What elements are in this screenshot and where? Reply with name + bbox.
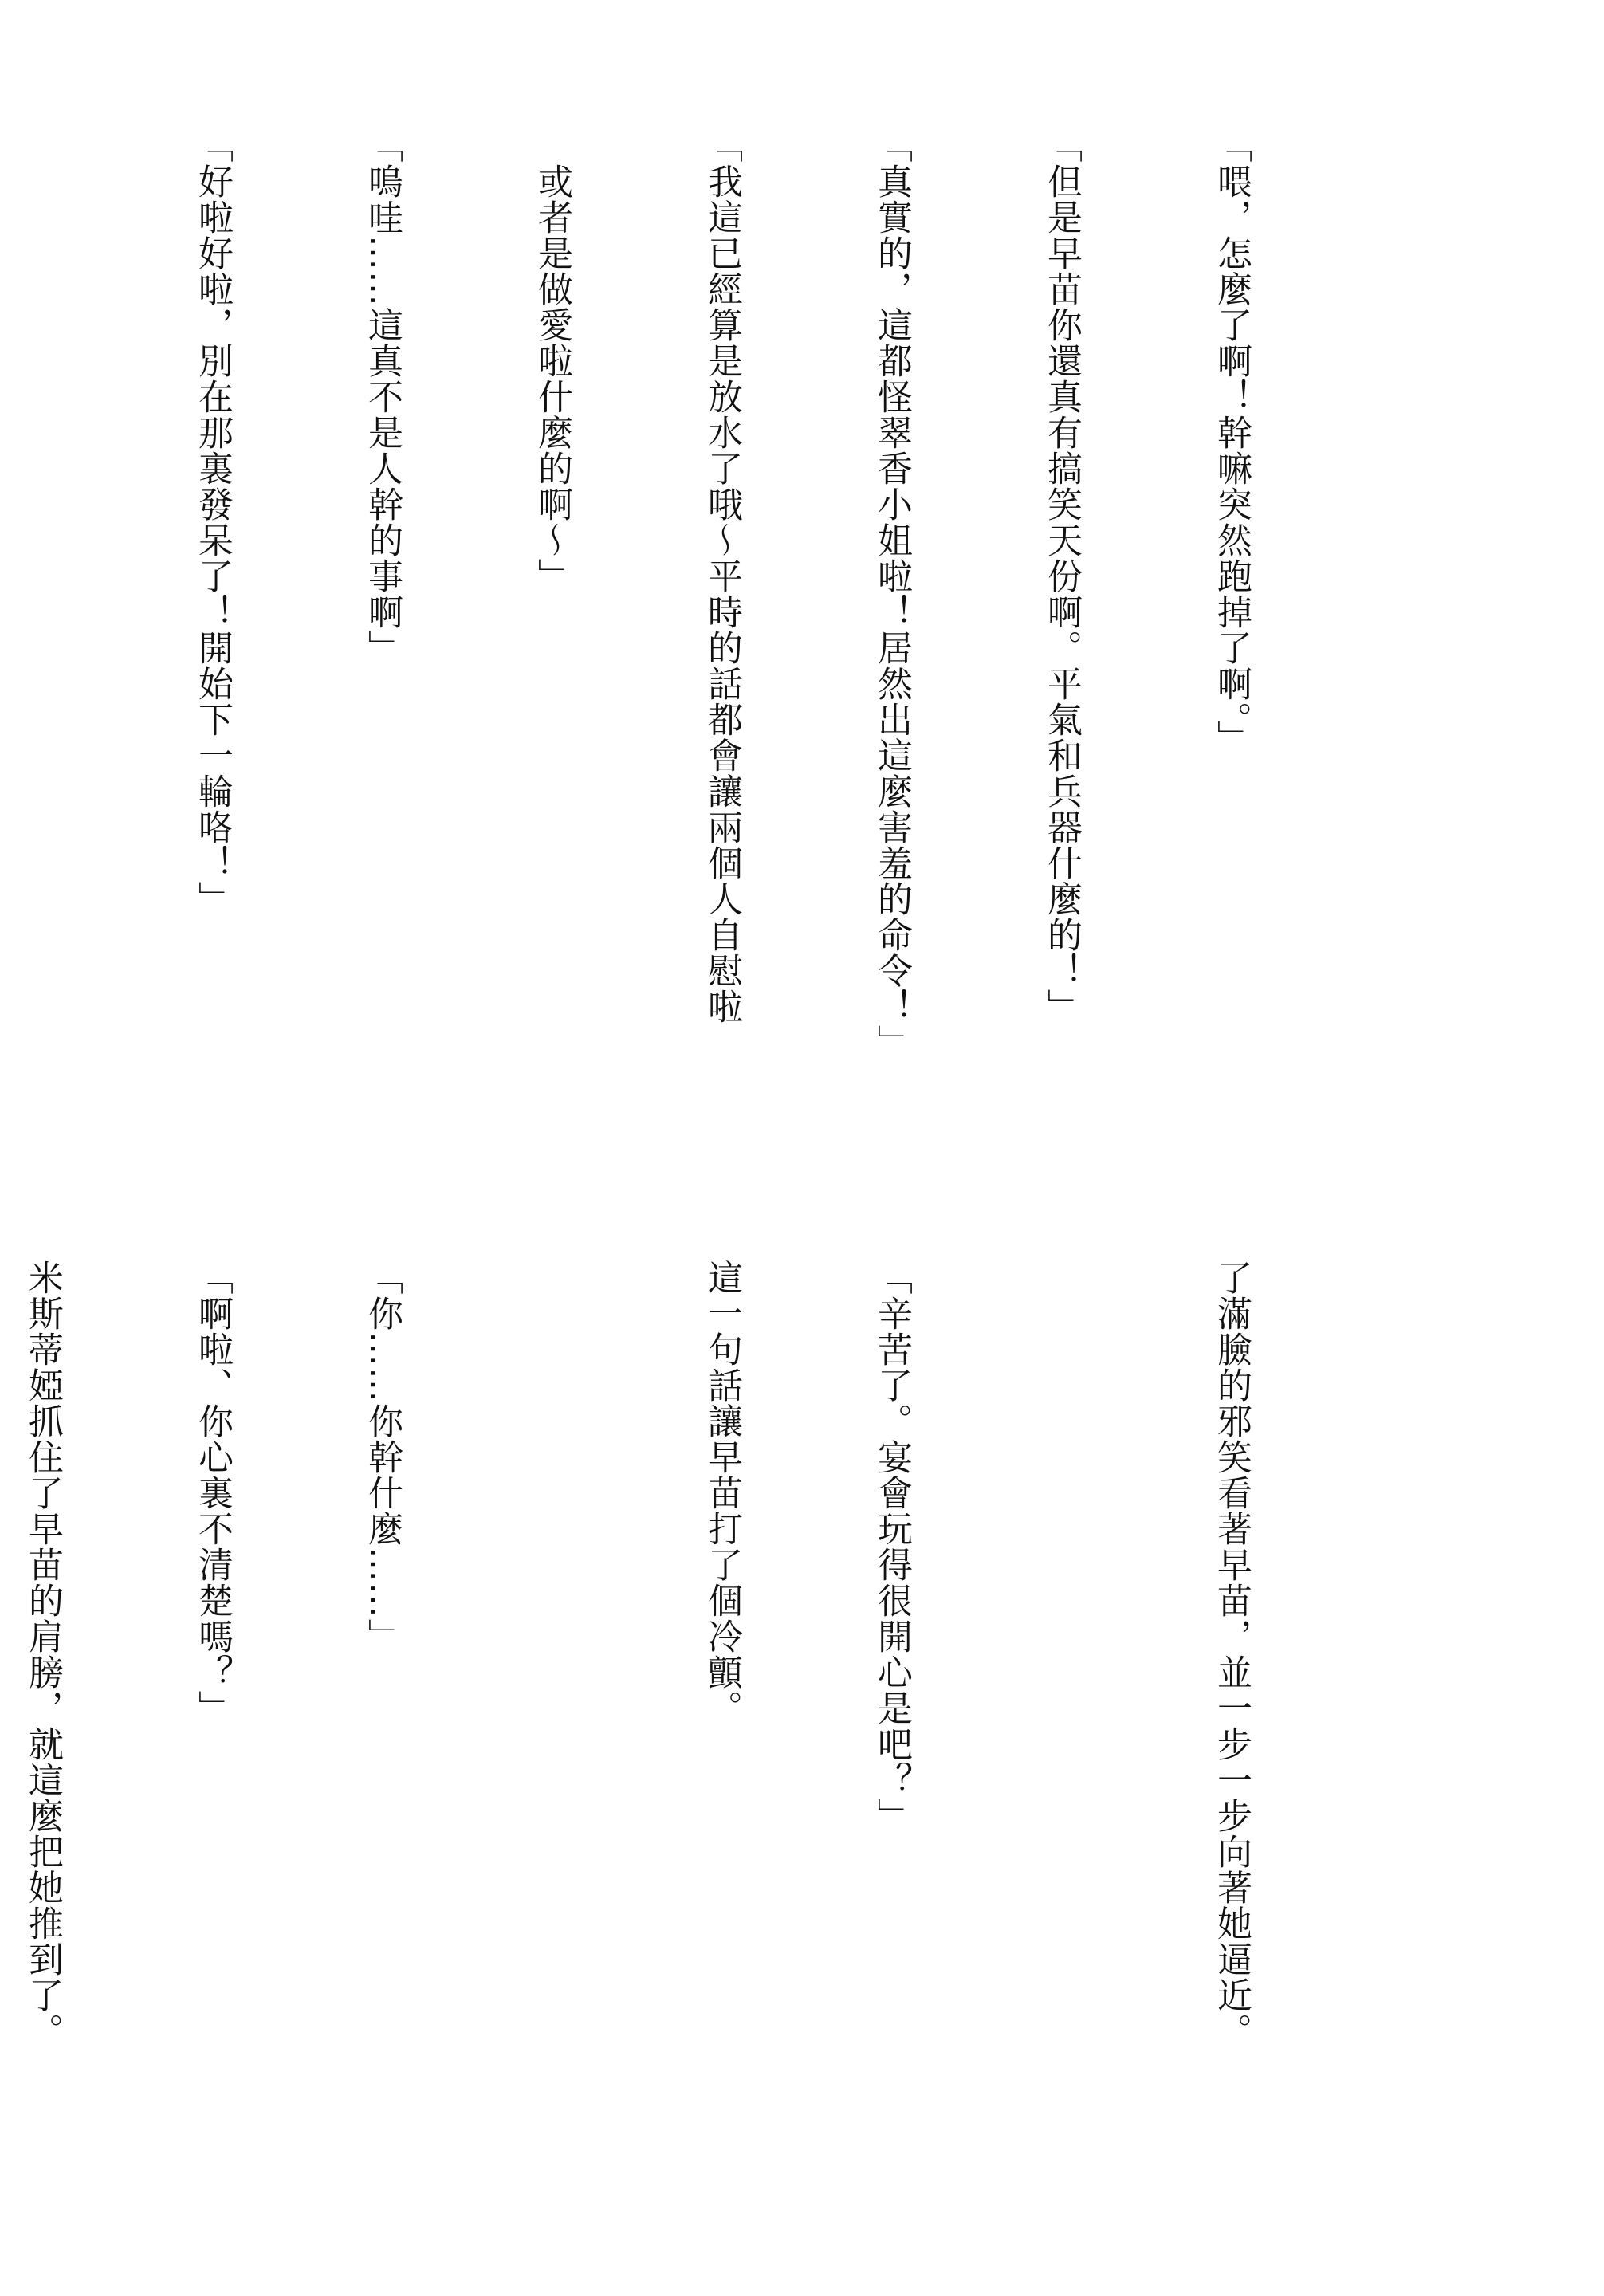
text-column: 米斯蒂婭抓住了早苗的肩膀，就這麼把她推到了。 [22, 1260, 63, 2049]
upper-text-block [0, 128, 1373, 1180]
blank-column [524, 1260, 580, 2152]
text-column: 「我這已經算是放水了哦～平時的話都會讓兩個人自慰啦 [702, 128, 742, 1024]
text-column: 「喂，怎麼了啊！幹嘛突然跑掉了啊。」 [1211, 128, 1252, 756]
lower-text-block [0, 1260, 1373, 2152]
text-column: 了滿臉的邪笑看著早苗，並一步一步向著她逼近。 [1211, 1260, 1252, 2049]
text-column: 「嗚哇……這真不是人幹的事啊」 [362, 128, 403, 666]
text-column: 或者是做愛啦什麼的啊～」 [532, 128, 572, 594]
text-column: 「真實的，這都怪翠香小姐啦！居然出這麼害羞的命令！」 [871, 128, 912, 1060]
blank-column [1033, 1260, 1090, 2152]
text-column: 「但是早苗你還真有搞笑天份啊。平氣和兵器什麼的！」 [1041, 128, 1082, 1024]
text-column: 這一句話讓早苗打了個冷顫。 [702, 1260, 742, 1726]
text-column: 「啊啦、你心裏不清楚嗎？」 [192, 1260, 233, 1726]
text-column: 「好啦好啦，別在那裏發呆了！開始下一輪咯！」 [192, 128, 233, 917]
text-column: 「你……你幹什麼……」 [362, 1260, 403, 1654]
text-column: 「辛苦了。宴會玩得很開心是吧？」 [871, 1260, 912, 1834]
blank-column [14, 128, 71, 1180]
